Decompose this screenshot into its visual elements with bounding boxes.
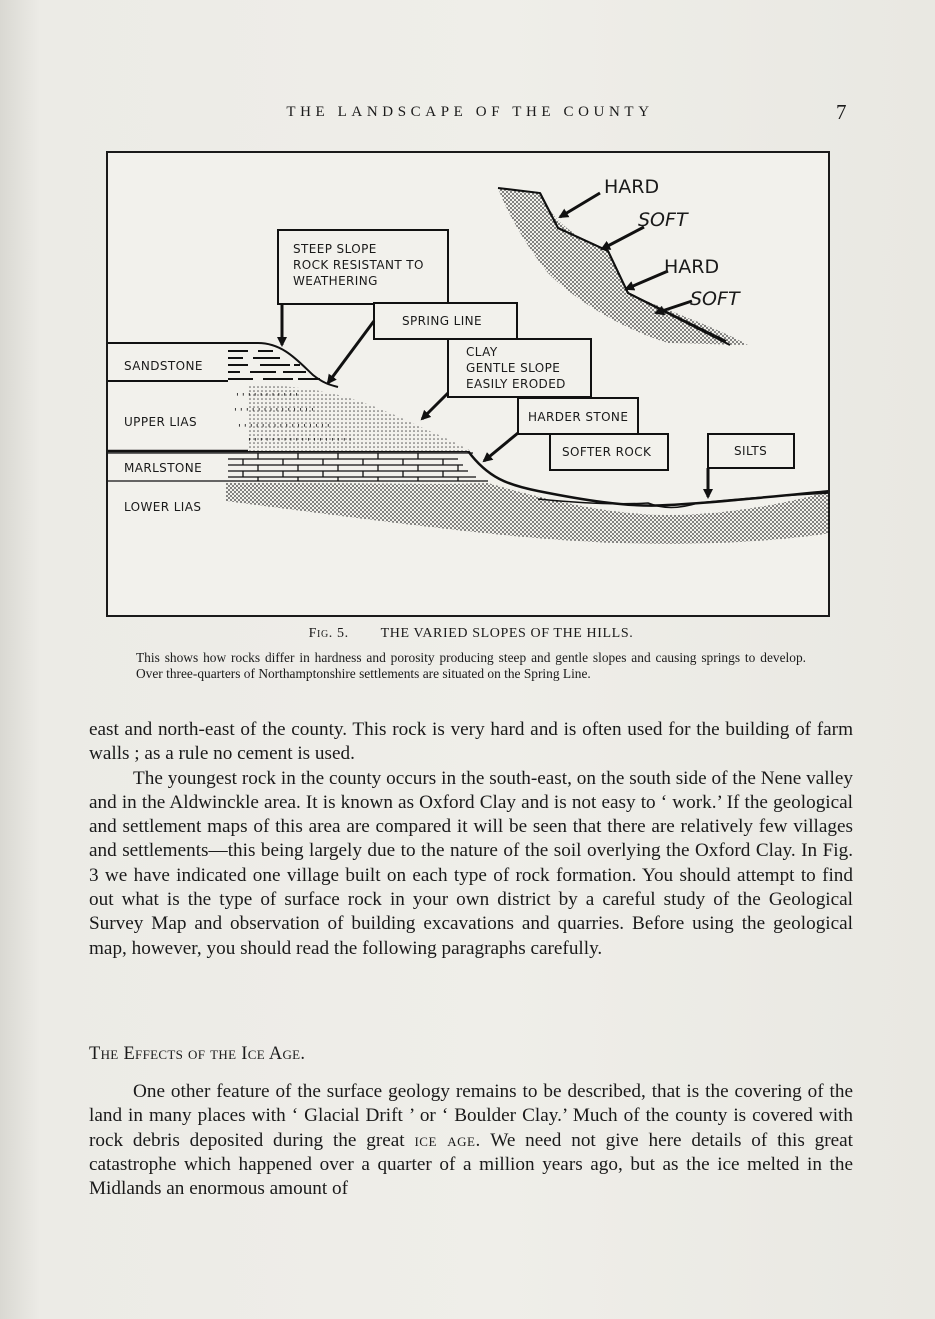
harder-stone-arrow <box>484 433 518 461</box>
label-soft-1: SOFT <box>638 209 688 231</box>
geology-diagram <box>108 153 830 617</box>
body-text-top <box>89 718 853 961</box>
running-head: THE LANDSCAPE OF THE COUNTY <box>286 104 654 120</box>
label-upper-lias: UPPER LIAS <box>124 415 198 429</box>
clay-arrow <box>422 393 448 419</box>
label-clay-1: CLAY <box>466 345 498 359</box>
svg-text:' ' ' ' ' ' ' ' ' ' ' ' ' ': ' ' ' ' ' ' ' ' ' ' ' ' ' ' <box>234 407 314 418</box>
paragraph-3-after: We need not give here details of this great catastrophe which happened over a quarter of a million years ago, but as the ice melted in the Midlands an enormous amount of <box>89 1129 853 1200</box>
label-silts: SILTS <box>734 444 768 458</box>
spring-line-arrow <box>328 321 374 383</box>
figure-number: Fig. 5. <box>308 626 349 641</box>
label-steep-slope-3: WEATHERING <box>293 274 378 288</box>
svg-text:' ' ' ' ' ' ' ' ' ' ': ' ' ' ' ' ' ' ' ' ' ' <box>236 392 299 403</box>
paragraph-3 <box>89 1080 853 1201</box>
label-steep-slope-2: ROCK RESISTANT TO <box>293 258 424 272</box>
label-steep-slope-1: STEEP SLOPE <box>293 242 377 256</box>
soft-2-arrow <box>656 301 692 313</box>
paragraph-1: east and north-east of the county. This rock is very hard and is often used for the building of farm walls ; as a rule no cement is used. <box>89 719 853 765</box>
svg-text:' ' ' ' ' ' ' ' ' ' ' ' ' ' ': ' ' ' ' ' ' ' ' ' ' ' ' ' ' ' ' ' ' <box>248 437 352 448</box>
label-clay-2: GENTLE SLOPE <box>466 361 561 375</box>
label-softer-rock: SOFTER ROCK <box>562 445 652 459</box>
svg-text:' ' ' ' ' ' ' ' ' ' ' ' ' ' ': ' ' ' ' ' ' ' ' ' ' ' ' ' ' ' ' <box>238 423 330 434</box>
label-hard-1: HARD <box>604 176 660 198</box>
label-marlstone: MARLSTONE <box>124 461 203 475</box>
lower-lias-layer <box>226 483 830 544</box>
figure-caption-text: This shows how rocks differ in hardness and porosity producing steep and gentle slopes and causing springs to develop. Over three-quarters of Northamptonshire settlements are situated on the Spring Line. <box>136 650 806 681</box>
figure-frame <box>106 151 830 617</box>
section-heading: The Effects of the Ice Age. <box>89 1044 306 1064</box>
upper-lias-layer <box>234 385 470 451</box>
label-hard-2: HARD <box>664 256 720 278</box>
figure-title: THE VARIED SLOPES OF THE HILLS. <box>380 626 634 641</box>
paragraph-3-before: One other feature of the surface geology remains to be described, that is the covering of the land in many places with ‘ Glacial Drift ’ or ‘ Boulder Clay.’ Much of the county is covered with rock debris deposited during the great <box>89 1081 853 1151</box>
label-clay-3: EASILY ERODED <box>466 377 566 391</box>
label-spring-line: SPRING LINE <box>402 314 483 328</box>
label-lower-lias: LOWER LIAS <box>124 500 202 514</box>
body-text-bottom <box>89 1080 853 1201</box>
figure-caption-title <box>136 626 806 642</box>
hard-2-arrow <box>626 271 668 289</box>
paragraph-2: The youngest rock in the county occurs in the south-east, on the south side of the Nene valley and in the Aldwinckle area. It is known as Oxford Clay and is not easy to ‘ work.’ If the geological and settlement maps of this area are compared it will be seen that there are relatively few villages and settlements—this being largely due to the nature of the soil overlying the Oxford Clay. In Fig. 3 we have indicated one village built on each type of rock formation. You should attempt to find out what is the type of surface rock in your own district by a careful study of the Geological Survey Map and observation of building excavations and quarries. Before using the geological map, however, you should read the following paragraphs carefully. <box>89 767 853 959</box>
label-sandstone: SANDSTONE <box>124 359 203 373</box>
ice-age-term: ice age. <box>414 1129 481 1151</box>
label-soft-2: SOFT <box>690 288 740 310</box>
label-harder-stone: HARDER STONE <box>528 410 629 424</box>
page-number: 7 <box>836 100 847 124</box>
hard-1-arrow <box>560 193 600 217</box>
